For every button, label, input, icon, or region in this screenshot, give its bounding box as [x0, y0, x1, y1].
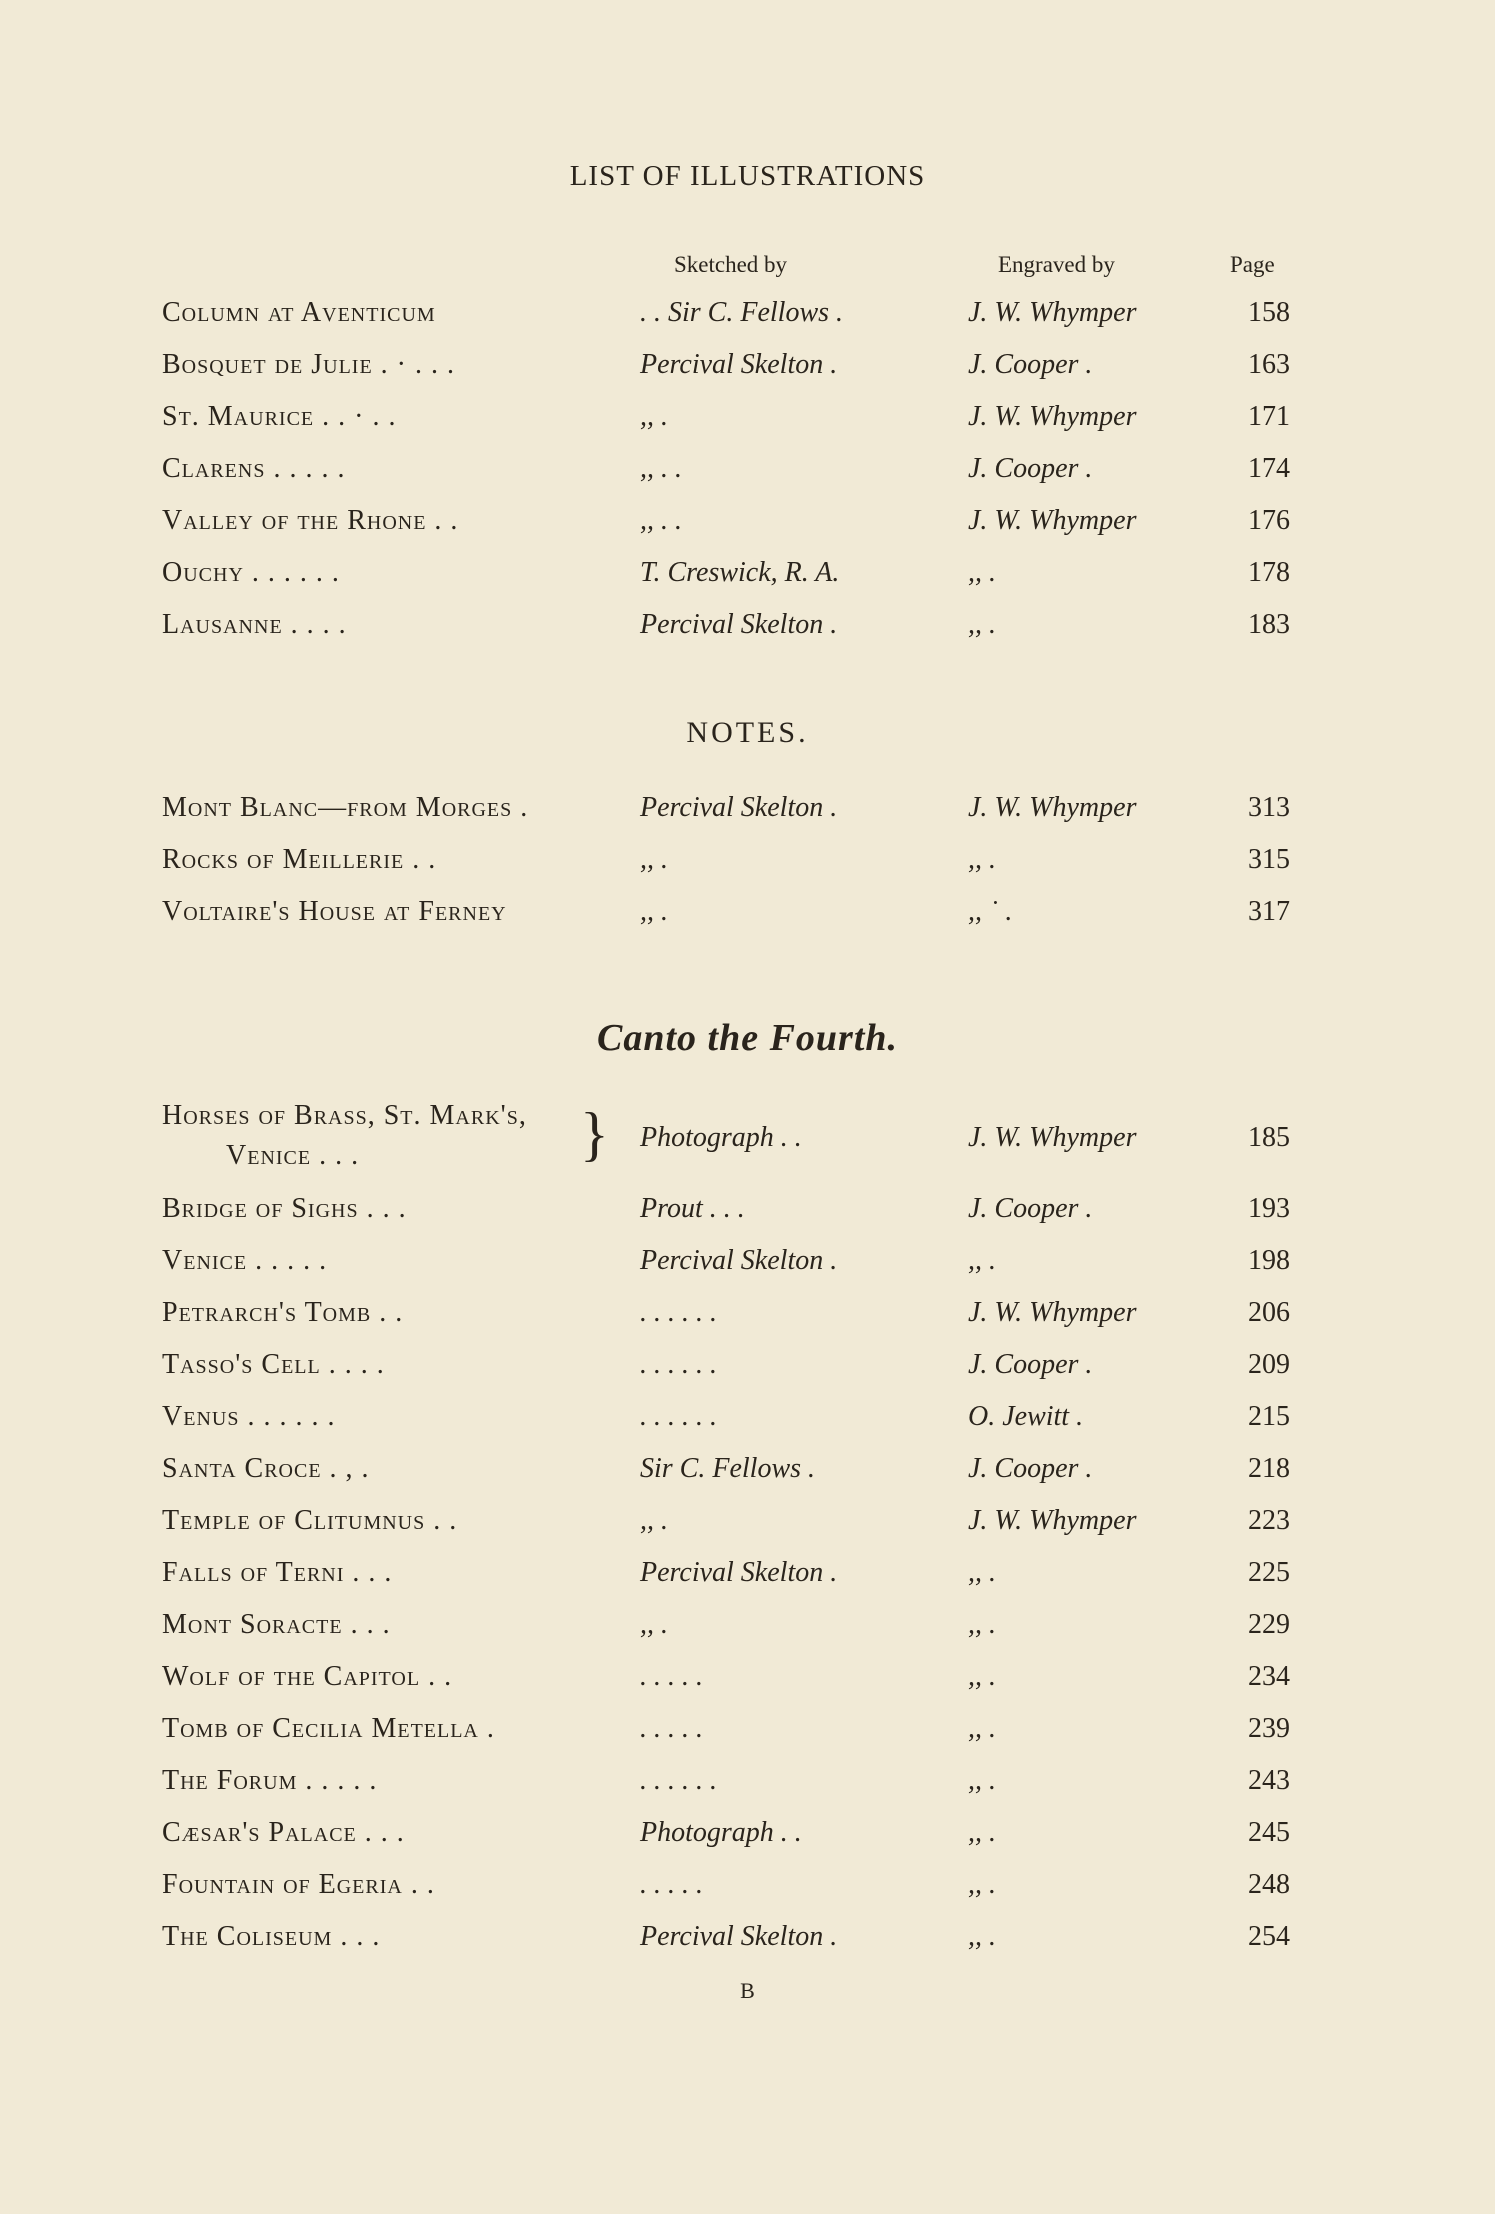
item-title: Cæsar's Palace . . .	[162, 1817, 405, 1848]
item-engraved-by: ,, .	[968, 557, 996, 588]
item-engraved-by: J. Cooper .	[968, 349, 1093, 380]
item-title: Mont Blanc—from Morges .	[162, 792, 529, 823]
item-title: Venice . . . . .	[162, 1245, 328, 1276]
header-sketched-by: Sketched by	[674, 252, 788, 277]
item-engraved-by: ,, .	[968, 1713, 996, 1744]
signature-mark: B	[740, 1978, 755, 2003]
item-page: 158	[1248, 297, 1290, 328]
item-title: Mont Soracte . . .	[162, 1609, 391, 1640]
list-item	[0, 896, 1495, 940]
list-item	[0, 1245, 1495, 1289]
item-sketched-by: . . . . . .	[640, 1765, 717, 1796]
list-item	[0, 505, 1495, 549]
item-page: 209	[1248, 1349, 1290, 1380]
item-sketched-by: . . Sir C. Fellows .	[640, 297, 844, 328]
item-sketched-by: Percival Skelton .	[640, 792, 838, 823]
item-title: St. Maurice . . · . .	[162, 401, 397, 432]
item-engraved-by: ,, .	[968, 1609, 996, 1640]
item-engraved-by: J. Cooper .	[968, 453, 1093, 484]
item-title: Tasso's Cell . . . .	[162, 1349, 385, 1380]
item-sketched-by: ,, .	[640, 1505, 668, 1536]
item-sketched-by: ,, .	[640, 1609, 668, 1640]
item-sketched-by: Prout . . .	[640, 1193, 745, 1224]
item-page: 176	[1248, 505, 1290, 536]
list-item	[0, 1193, 1495, 1237]
list-item	[0, 1453, 1495, 1497]
item-page: 215	[1248, 1401, 1290, 1432]
list-item-horses	[0, 1100, 1495, 1180]
item-title: Rocks of Meillerie . .	[162, 844, 437, 875]
item-engraved-by: J. W. Whymper	[968, 1122, 1137, 1153]
item-title: Venus . . . . . .	[162, 1401, 336, 1432]
item-page: 248	[1248, 1869, 1290, 1900]
item-page: 193	[1248, 1193, 1290, 1224]
item-page: 245	[1248, 1817, 1290, 1848]
list-item	[0, 1765, 1495, 1809]
list-item	[0, 1869, 1495, 1913]
list-item	[0, 609, 1495, 653]
item-title: Santa Croce . , .	[162, 1453, 370, 1484]
list-item	[0, 1297, 1495, 1341]
item-page: 315	[1248, 844, 1290, 875]
item-title: The Forum . . . . .	[162, 1765, 378, 1796]
item-sketched-by: Percival Skelton .	[640, 1557, 838, 1588]
item-engraved-by: O. Jewitt .	[968, 1401, 1084, 1432]
item-title: Voltaire's House at Ferney	[162, 896, 507, 927]
item-sketched-by: Sir C. Fellows .	[640, 1453, 816, 1484]
list-item	[0, 557, 1495, 601]
item-engraved-by: J. W. Whymper	[968, 297, 1137, 328]
item-page: 163	[1248, 349, 1290, 380]
header-page: Page	[1230, 252, 1275, 277]
item-title: Temple of Clitumnus . .	[162, 1505, 458, 1536]
item-sketched-by: . . . . . .	[640, 1297, 717, 1328]
list-item	[0, 1921, 1495, 1965]
list-item	[0, 1817, 1495, 1861]
item-page: 317	[1248, 896, 1290, 927]
item-title: Column at Aventicum	[162, 297, 436, 328]
item-sketched-by: . . . . . .	[640, 1401, 717, 1432]
item-engraved-by: ,, ˙ .	[968, 896, 1013, 927]
item-engraved-by: ,, .	[968, 1817, 996, 1848]
item-engraved-by: J. W. Whymper	[968, 1505, 1137, 1536]
item-page: 229	[1248, 1609, 1290, 1640]
item-engraved-by: ,, .	[968, 1557, 996, 1588]
list-item	[0, 1505, 1495, 1549]
item-page: 185	[1248, 1122, 1290, 1153]
item-engraved-by: ,, .	[968, 844, 996, 875]
page-title: LIST OF ILLUSTRATIONS	[569, 160, 926, 192]
item-title: Clarens . . . . .	[162, 453, 346, 484]
item-title: Fountain of Egeria . .	[162, 1869, 435, 1900]
item-title: Falls of Terni . . .	[162, 1557, 393, 1588]
notes-title: NOTES.	[686, 716, 809, 749]
list-item	[0, 401, 1495, 445]
item-title: Bosquet de Julie . · . . .	[162, 349, 455, 380]
list-item	[0, 349, 1495, 393]
item-page: 171	[1248, 401, 1290, 432]
item-title: The Coliseum . . .	[162, 1921, 381, 1952]
item-title-continued: Venice . . .	[226, 1140, 360, 1171]
item-sketched-by: . . . . . .	[640, 1349, 717, 1380]
brace: }	[580, 1101, 609, 1167]
item-sketched-by: T. Creswick, R. A.	[640, 557, 840, 588]
item-sketched-by: Percival Skelton .	[640, 609, 838, 640]
item-sketched-by: ,, .	[640, 401, 668, 432]
item-title: Valley of the Rhone . .	[162, 505, 459, 536]
item-engraved-by: J. W. Whymper	[968, 401, 1137, 432]
list-item	[0, 792, 1495, 836]
item-engraved-by: ,, .	[968, 1245, 996, 1276]
item-title: Petrarch's Tomb . .	[162, 1297, 404, 1328]
item-title: Ouchy . . . . . .	[162, 557, 340, 588]
item-engraved-by: ,, .	[968, 1869, 996, 1900]
item-title: Horses of Brass, St. Mark's,	[162, 1100, 527, 1131]
item-sketched-by: . . . . .	[640, 1869, 703, 1900]
item-title: Bridge of Sighs . . .	[162, 1193, 407, 1224]
item-sketched-by: ,, .	[640, 896, 668, 927]
item-sketched-by: Photograph . .	[640, 1817, 802, 1848]
item-page: 206	[1248, 1297, 1290, 1328]
item-title: Tomb of Cecilia Metella .	[162, 1713, 495, 1744]
item-sketched-by: ,, . .	[640, 453, 682, 484]
item-engraved-by: ,, .	[968, 1765, 996, 1796]
list-item	[0, 297, 1495, 341]
list-item	[0, 1713, 1495, 1757]
item-sketched-by: ,, . .	[640, 505, 682, 536]
item-page: 313	[1248, 792, 1290, 823]
item-engraved-by: J. Cooper .	[968, 1193, 1093, 1224]
item-title: Wolf of the Capitol . .	[162, 1661, 453, 1692]
item-sketched-by: . . . . .	[640, 1713, 703, 1744]
item-sketched-by: Percival Skelton .	[640, 1245, 838, 1276]
canto-title: Canto the Fourth.	[596, 1017, 899, 1059]
header-engraved-by: Engraved by	[998, 252, 1115, 277]
item-page: 198	[1248, 1245, 1290, 1276]
item-sketched-by: Percival Skelton .	[640, 349, 838, 380]
item-engraved-by: J. W. Whymper	[968, 792, 1137, 823]
list-item	[0, 1349, 1495, 1393]
item-engraved-by: ,, .	[968, 1661, 996, 1692]
list-item	[0, 453, 1495, 497]
item-title: Lausanne . . . .	[162, 609, 347, 640]
item-page: 225	[1248, 1557, 1290, 1588]
item-page: 234	[1248, 1661, 1290, 1692]
item-engraved-by: J. Cooper .	[968, 1453, 1093, 1484]
item-page: 239	[1248, 1713, 1290, 1744]
item-engraved-by: J. W. Whymper	[968, 505, 1137, 536]
item-page: 174	[1248, 453, 1290, 484]
item-page: 183	[1248, 609, 1290, 640]
item-page: 223	[1248, 1505, 1290, 1536]
item-engraved-by: J. W. Whymper	[968, 1297, 1137, 1328]
list-item	[0, 1609, 1495, 1653]
item-sketched-by: . . . . .	[640, 1661, 703, 1692]
list-item	[0, 1557, 1495, 1601]
list-item	[0, 844, 1495, 888]
item-engraved-by: ,, .	[968, 1921, 996, 1952]
item-page: 254	[1248, 1921, 1290, 1952]
item-page: 218	[1248, 1453, 1290, 1484]
item-engraved-by: ,, .	[968, 609, 996, 640]
item-page: 243	[1248, 1765, 1290, 1796]
list-item	[0, 1661, 1495, 1705]
item-sketched-by: Percival Skelton .	[640, 1921, 838, 1952]
item-engraved-by: J. Cooper .	[968, 1349, 1093, 1380]
item-page: 178	[1248, 557, 1290, 588]
item-sketched-by: ,, .	[640, 844, 668, 875]
item-sketched-by: Photograph . .	[640, 1122, 802, 1153]
list-item	[0, 1401, 1495, 1445]
